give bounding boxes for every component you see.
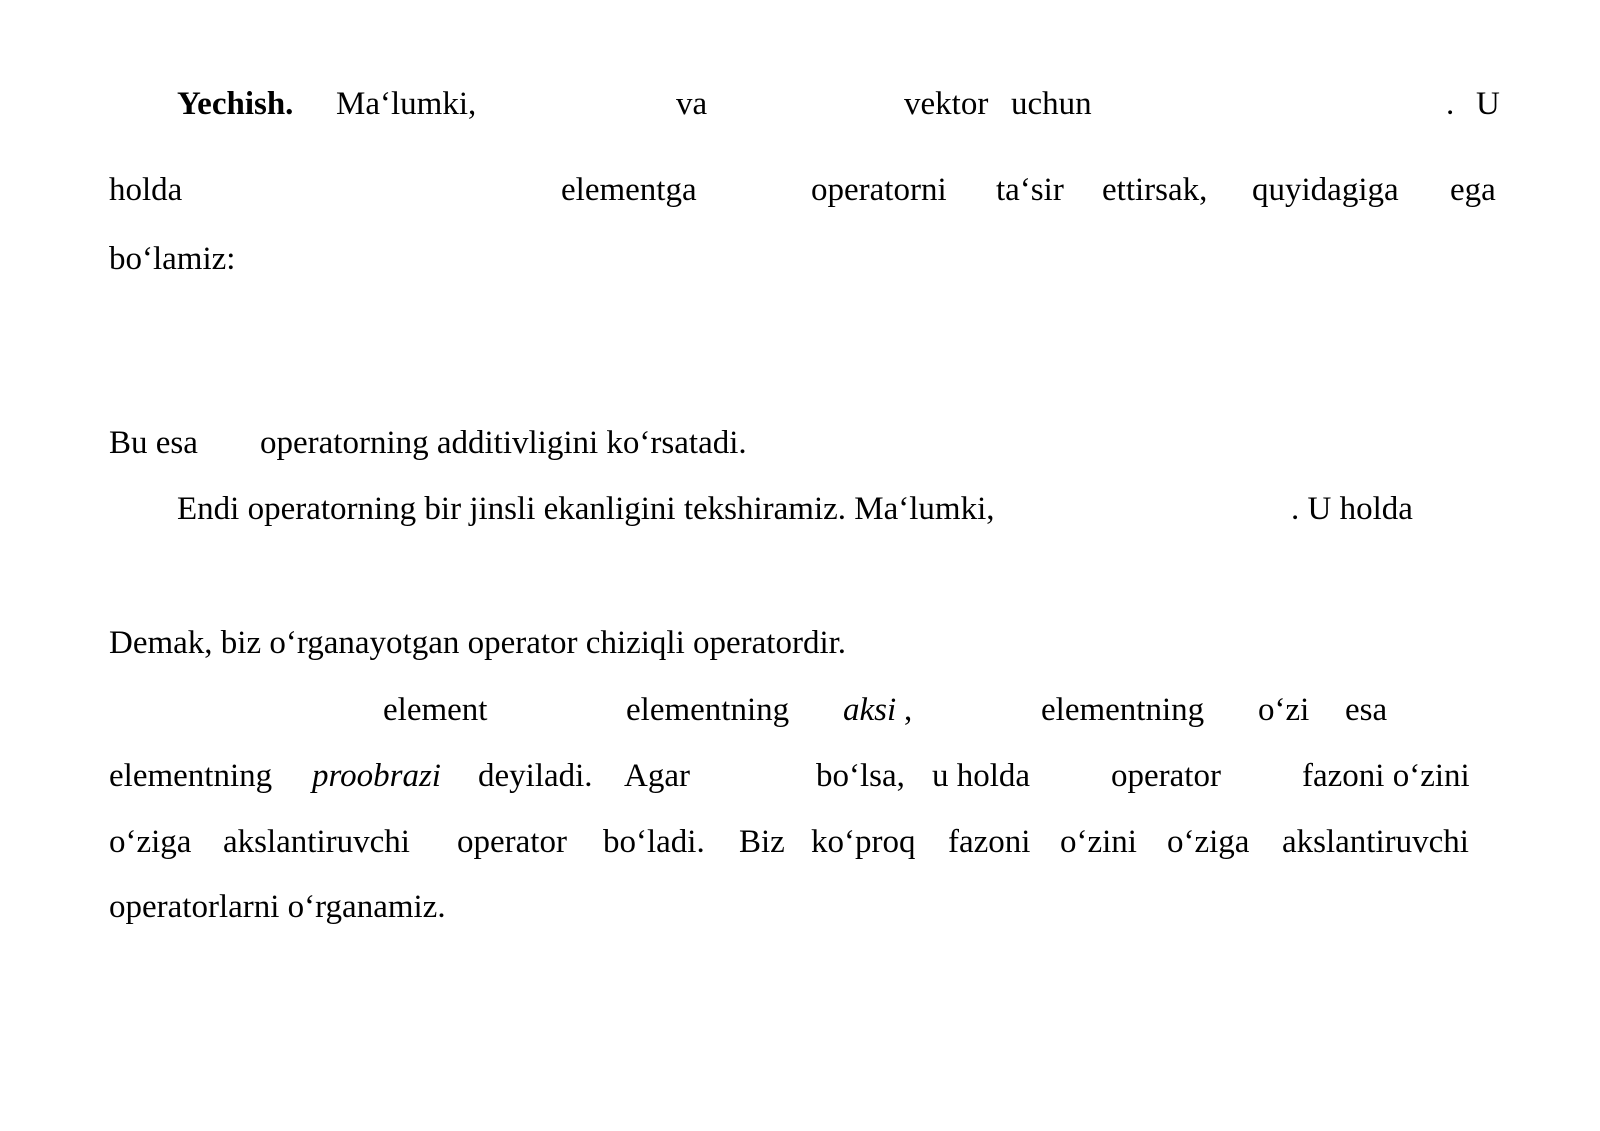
text-word: vektor xyxy=(904,86,989,122)
text-word: va xyxy=(676,86,708,122)
text-word: akslantiruvchi xyxy=(1282,824,1469,860)
paragraph-1-line-1 xyxy=(0,79,1600,129)
solution-heading: Yechish. xyxy=(177,86,294,122)
text-word: u holda xyxy=(932,758,1031,794)
text-word: o‘ziga xyxy=(1167,824,1250,860)
text-word: ettirsak, xyxy=(1102,172,1208,208)
text-word: akslantiruvchi xyxy=(223,824,410,860)
text-word: uchun xyxy=(1011,86,1092,122)
text-word: , xyxy=(904,692,913,728)
paragraph-1-line-2 xyxy=(0,165,1600,215)
text-word: operator xyxy=(1111,758,1221,794)
paragraph-2-line-1 xyxy=(0,418,1600,468)
text-run: Endi operatorning bir jinsli ekanligini tekshiramiz. Ma‘lumki, xyxy=(177,491,995,527)
text-word: Agar xyxy=(624,758,690,794)
paragraph-1-line-3 xyxy=(0,234,1600,284)
text-word: elementning xyxy=(1041,692,1205,728)
text-word: . xyxy=(1446,86,1455,122)
text-run: . U holda xyxy=(1291,491,1413,527)
text-word: fazoni o‘zini xyxy=(1302,758,1470,794)
paragraph-3-line-1 xyxy=(0,484,1600,534)
text-word: ko‘proq xyxy=(811,824,916,860)
paragraph-5-line-2 xyxy=(0,751,1600,801)
paragraph-4-line-1 xyxy=(0,618,1600,668)
text-word: esa xyxy=(1345,692,1388,728)
text-run: operatorning additivligini ko‘rsatadi. xyxy=(260,425,747,461)
text-run: Demak, biz o‘rganayotgan operator chiziqli operatordir. xyxy=(109,625,847,661)
text-word: ega xyxy=(1450,172,1496,208)
paragraph-5-line-3 xyxy=(0,817,1600,867)
italic-term: proobrazi xyxy=(312,758,441,794)
text-word: ta‘sir xyxy=(996,172,1064,208)
text-word: o‘zi xyxy=(1258,692,1310,728)
text-word: operatorni xyxy=(811,172,947,208)
text-word: o‘ziga xyxy=(109,824,192,860)
text-word: Ma‘lumki, xyxy=(336,86,477,122)
italic-term: aksi xyxy=(843,692,897,728)
paragraph-5-line-4 xyxy=(0,882,1600,932)
text-word: bo‘ladi. xyxy=(603,824,705,860)
paragraph-5-line-1 xyxy=(0,685,1600,735)
text-word: operator xyxy=(457,824,567,860)
text-run: operatorlarni o‘rganamiz. xyxy=(109,889,446,925)
text-word: holda xyxy=(109,172,183,208)
text-word: fazoni xyxy=(948,824,1031,860)
text-word: elementning xyxy=(109,758,273,794)
text-run: Bu esa xyxy=(109,425,198,461)
text-word: o‘zini xyxy=(1060,824,1137,860)
text-word: element xyxy=(383,692,488,728)
text-word: elementga xyxy=(561,172,697,208)
text-word: U xyxy=(1476,86,1500,122)
text-word: deyiladi. xyxy=(478,758,593,794)
text-word: bo‘lsa, xyxy=(816,758,905,794)
text-word: bo‘lamiz: xyxy=(109,241,236,277)
text-word: quyidagiga xyxy=(1252,172,1399,208)
text-word: Biz xyxy=(739,824,785,860)
text-word: elementning xyxy=(626,692,790,728)
